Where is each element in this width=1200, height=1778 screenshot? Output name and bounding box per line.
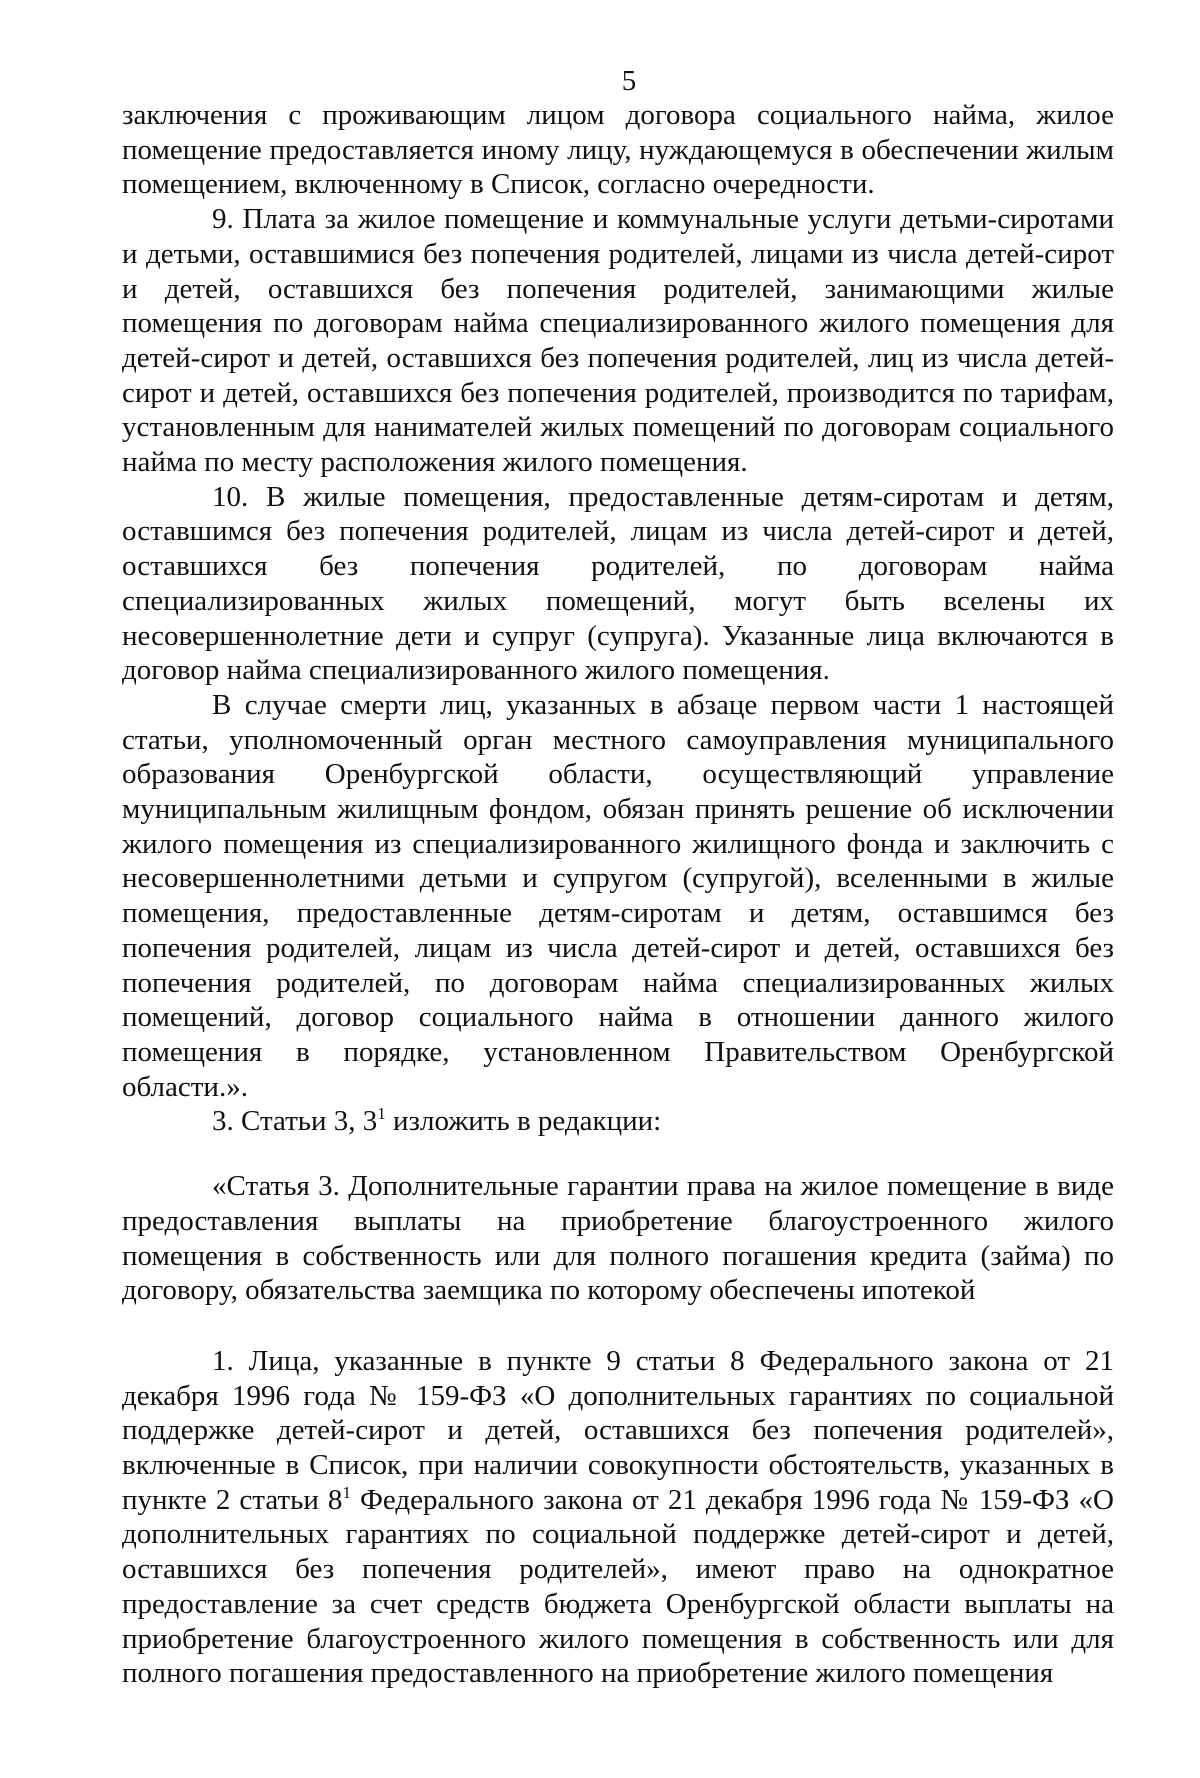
article-3-point-1 — [122, 1344, 1114, 1691]
paragraph-continuation: заключения с проживающим лицом договора социального найма, жилое помещение предоставляется иному лицу, нуждающемуся в обеспечении жилым помещением, включенному в Список, согласно очередности. — [122, 99, 1114, 201]
paragraph-death-case: В случае смерти лиц, указанных в абзаце первом части 1 настоящей статьи, уполномоченный орган местного самоуправления муниципального образования Оренбургской области, осуществляющий управление муниципальным жилищным фондом, обязан принять решение об исключении жилого помещения из специализированного жилищного фонда и заключить с несовершеннолетними детьми и супругом (супругой), вселенными в жилые помещения, предоставленные детям-сиротам и детям, оставшимся без попечения родителей, лицам из числа детей-сирот и детей, оставшихся без попечения родителей, по договорам найма специализированных жилых помещений, договор социального найма в отношении данного жилого помещения в порядке, установленном Правительством Оренбургской области.». — [122, 688, 1114, 1103]
page-number: 5 — [621, 65, 637, 97]
item-3-suffix: изложить в редакции: — [385, 1105, 662, 1138]
document-page — [122, 64, 1114, 1691]
article-3-point-1-text-b: Федерального закона от 21 декабря 1996 года № 159-ФЗ «О дополнительных гарантиях по социальной поддержке детей-сирот и детей, оставшихся без попечения родителей», имеют право на однократное предоставление за счет средств бюджета Оренбургской области выплаты на приобретение благоустроенного жилого помещения в собственность или для полного погашения предоставленного на приобретение жилого помещения — [122, 1483, 1114, 1690]
article-3-point-1-superscript: 1 — [342, 1482, 351, 1502]
paragraph-item-10: 10. В жилые помещения, предоставленные детям-сиротам и детям, оставшимся без попечения родителей, лицам из числа детей-сирот и детей, оставшихся без попечения родителей, по договорам найма специализированных жилых помещений, могут быть вселены их несовершеннолетние дети и супруг (супруга). Указанные лица включаются в договор найма специализированного жилого помещения. — [122, 480, 1114, 687]
item-3-superscript: 1 — [377, 1104, 386, 1124]
article-3-point-1-text-a: 1. Лица, указанные в пункте 9 статьи 8 Федерального закона от 21 декабря 1996 года № 159-ФЗ «О дополнительных гарантиях по социальной поддержке детей-сирот и детей, оставшихся без попечения родителей», включенные в Список, при наличии совокупности обстоятельств, указанных в пункте 2 статьи 8 — [122, 1344, 1114, 1516]
paragraph-item-3 — [122, 1104, 1114, 1139]
article-3-heading: «Статья 3. Дополнительные гарантии права на жилое помещение в виде предоставления выплаты на приобретение благоустроенного жилого помещения в собственность или для полного погашения кредита (займа) по договору, обязательства заемщика по которому обеспечены ипотекой — [122, 1170, 1114, 1307]
item-3-prefix: 3. Статьи 3, 3 — [212, 1105, 378, 1138]
paragraph-item-9: 9. Плата за жилое помещение и коммунальные услуги детьми-сиротами и детьми, оставшимися без попечения родителей, лицами из числа детей-сирот и детей, оставшихся без попечения родителей, занимающими жилые помещения по договорам найма специализированного жилого помещения для детей-сирот и детей, оставшихся без попечения родителей, лиц из числа детей-сирот и детей, оставшихся без попечения родителей, производится по тарифам, установленным для нанимателей жилых помещений по договорам социального найма по месту расположения жилого помещения. — [122, 203, 1114, 479]
